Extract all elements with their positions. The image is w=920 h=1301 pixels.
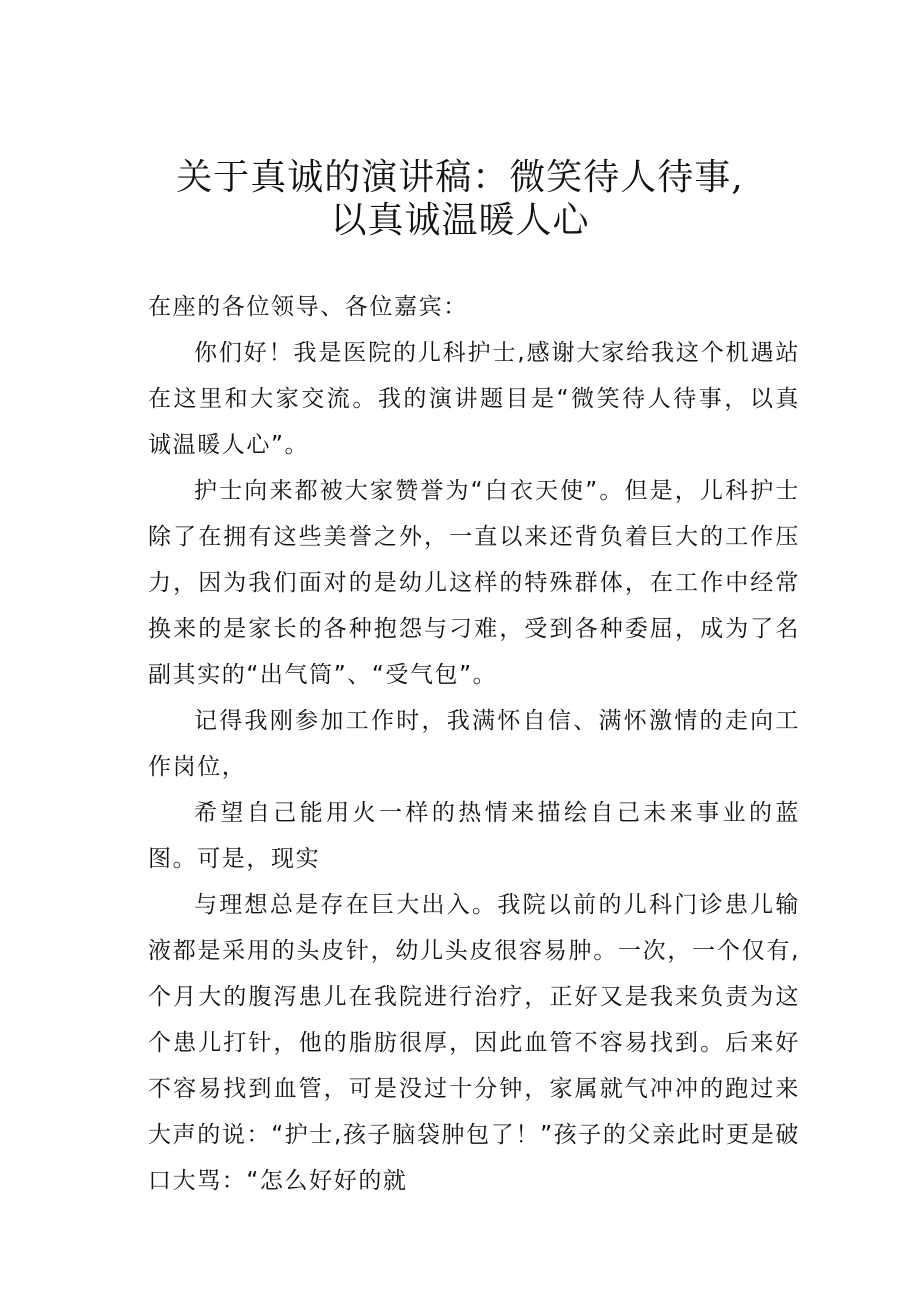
- paragraph-1: 你们好！我是医院的儿科护士,感谢大家给我这个机遇站在这里和大家交流。我的演讲题目是“微笑待人待事，以真诚温暖人心”。: [148, 340, 800, 458]
- document-body: [148, 284, 800, 1204]
- paragraph-5: 与理想总是存在巨大出入。我院以前的儿科门诊患儿输液都是采用的头皮针，幼儿头皮很容易肿。一次，一个仅有,个月大的腹泻患儿在我院进行治疗，正好又是我来负责为这个患儿打针，他的脂肪很厚，因此血管不容易找到。后来好不容易找到血管，可是没过十分钟，家属就气冲冲的跑过来大声的说：“护士,孩子脑袋肿包了！”孩子的父亲此时更是破口大骂：“怎么好好的就: [148, 892, 800, 1194]
- paragraph-2: 护士向来都被大家赞誉为“白衣天使”。但是，儿科护士除了在拥有这些美誉之外，一直以来还背负着巨大的工作压力，因为我们面对的是幼儿这样的特殊群体，在工作中经常换来的是家长的各种抱怨与刁难，受到各种委屈，成为了名副其实的“出气筒”、“受气包”。: [148, 478, 800, 688]
- paragraph-3: 记得我刚参加工作时，我满怀自信、满怀激情的走向工作岗位，: [148, 708, 800, 780]
- salutation: 在座的各位领导、各位嘉宾：: [148, 294, 468, 320]
- document-title-line2: 以真诚温暖人心: [330, 200, 590, 241]
- document-title-line1: 关于真诚的演讲稿：微笑待人待事,: [176, 157, 744, 198]
- paragraph-4: 希望自己能用火一样的热情来描绘自己未来事业的蓝图。可是，现实: [148, 800, 800, 872]
